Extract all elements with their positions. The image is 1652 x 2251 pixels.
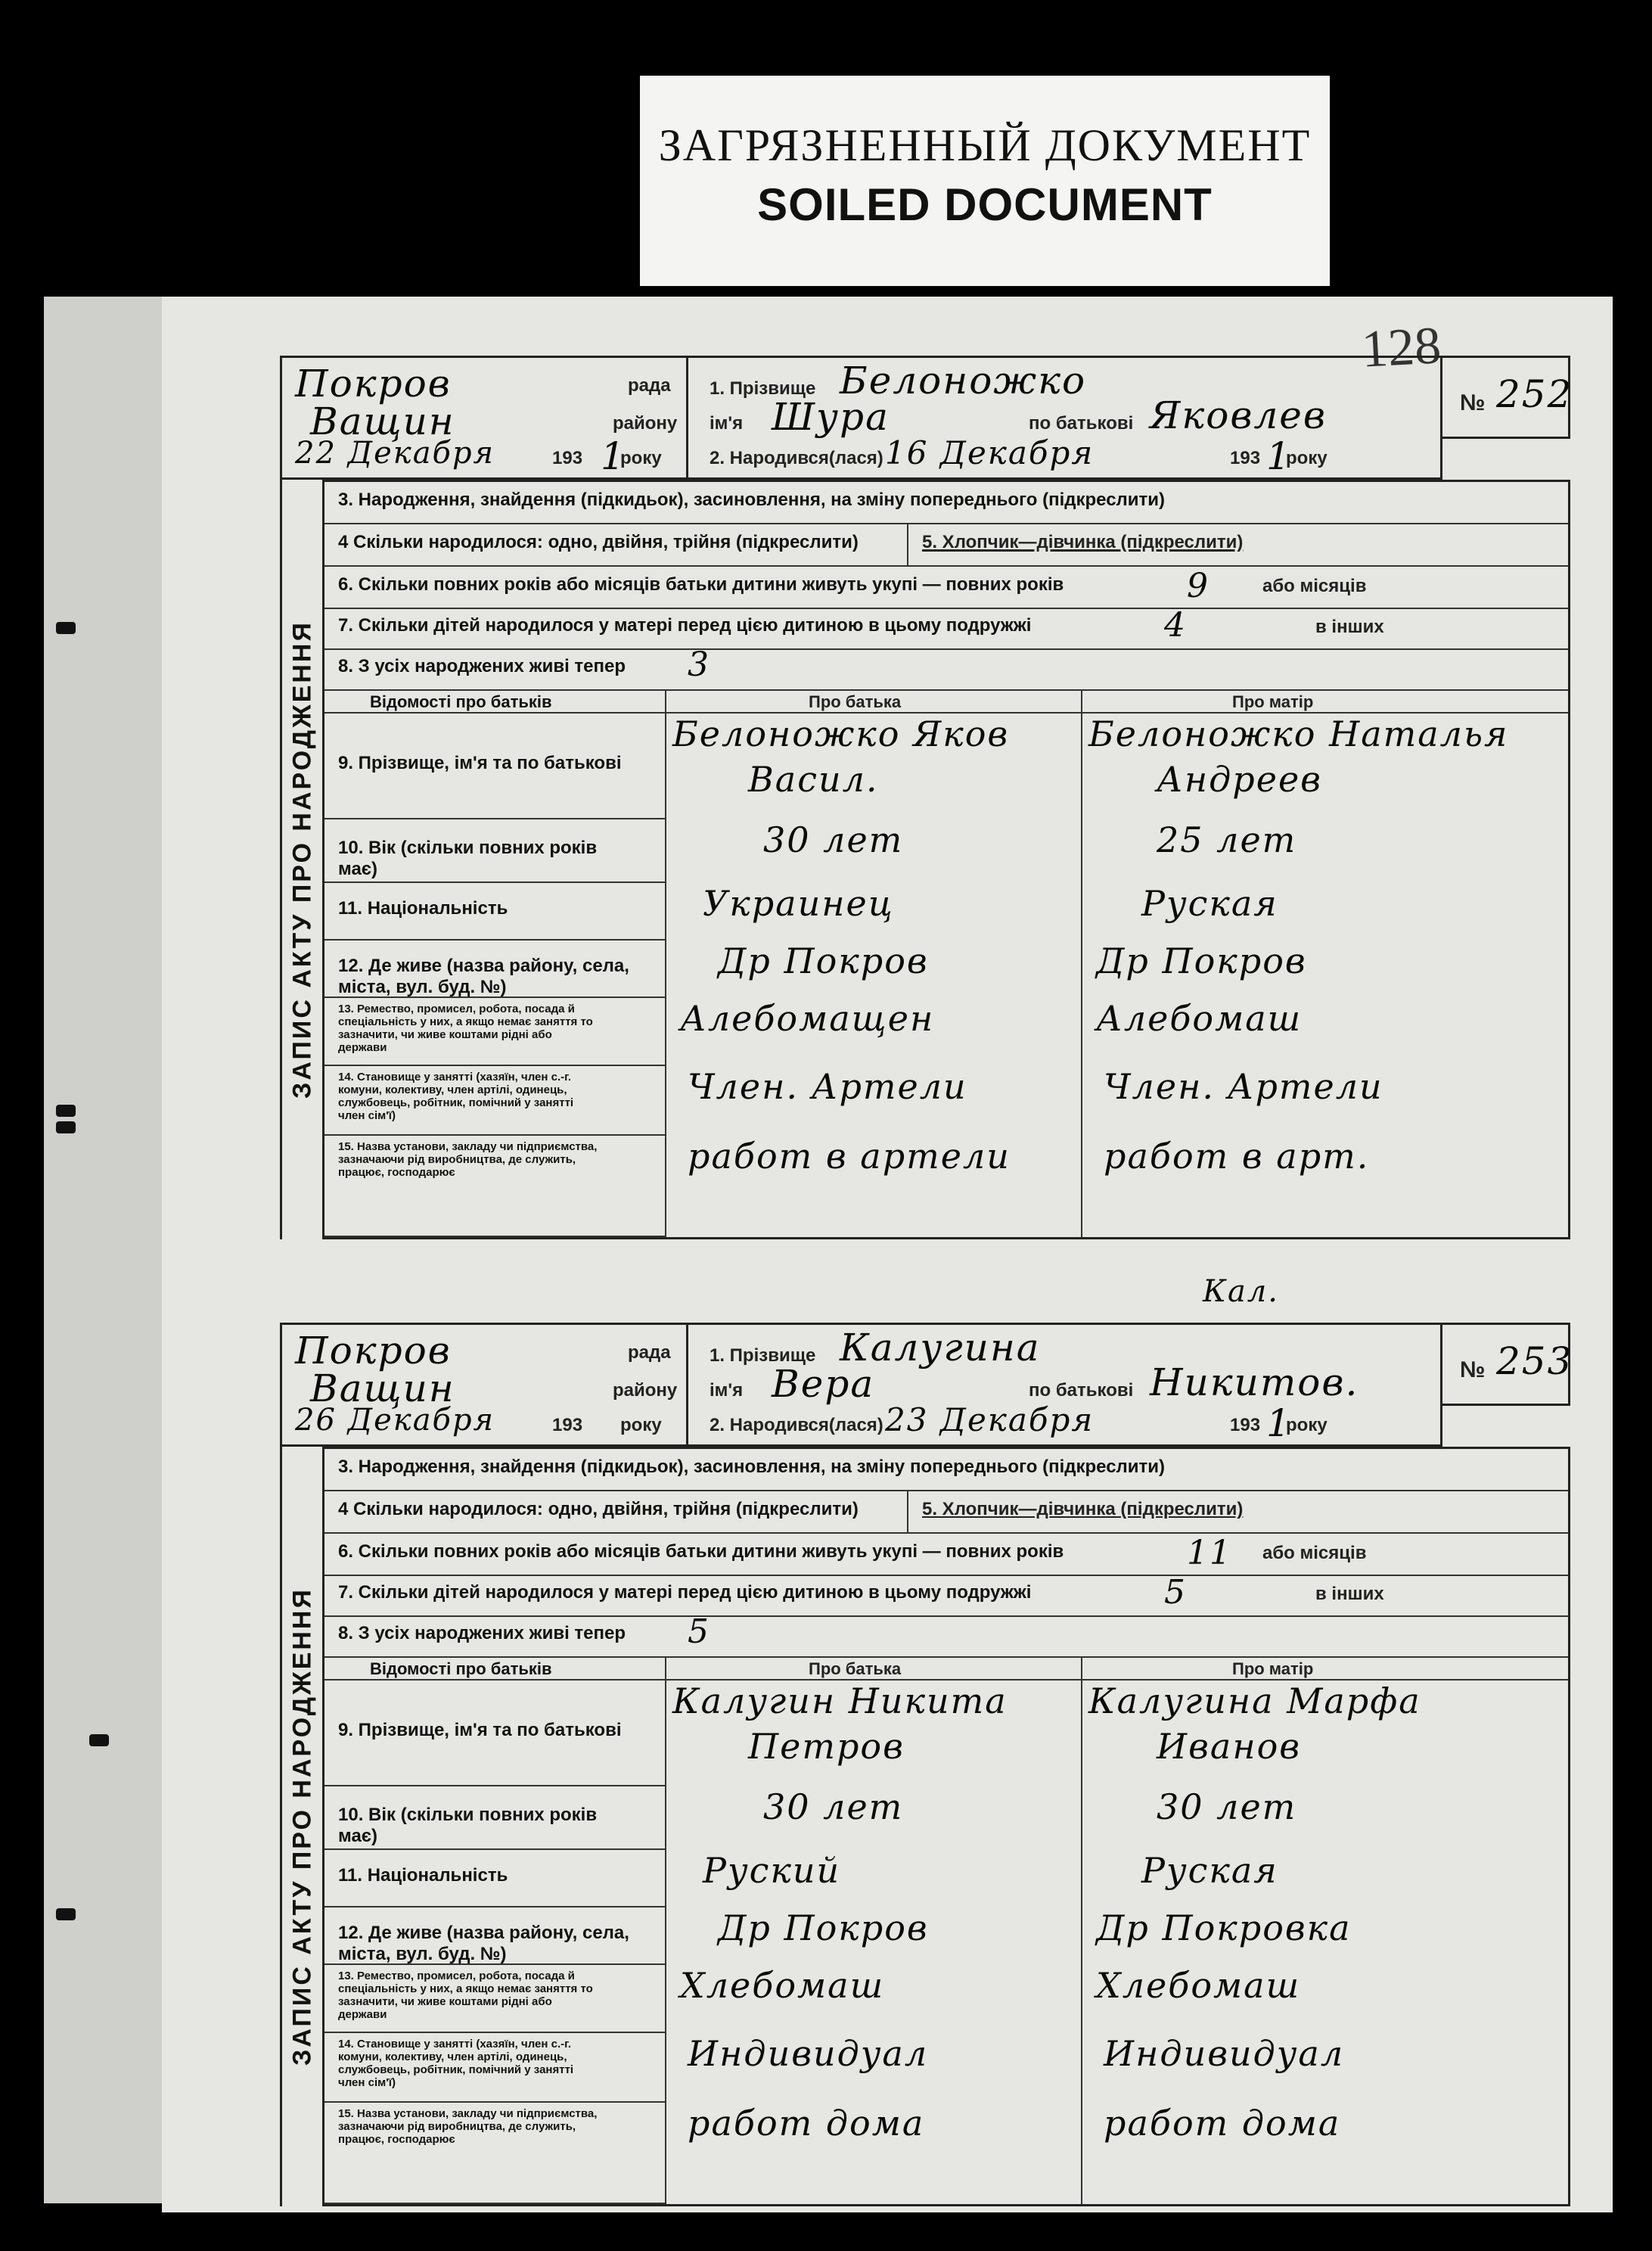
- field-f11-label: 11. Національність: [338, 1865, 508, 1886]
- row-6-label: 6. Скільки повних років або місяців батьки дитини живуть укупі — повних років: [338, 1541, 1064, 1562]
- record-number: 252: [1496, 372, 1573, 416]
- row-3-label: 3. Народження, знайдення (підкидьок), засиновлення, на зміну попереднього (підкреслити): [338, 1457, 1166, 1477]
- col-divider-1: [665, 1656, 666, 2204]
- row-3: [324, 482, 1568, 524]
- rayon-value: Ващин: [310, 400, 455, 443]
- field-f10: [324, 1786, 665, 1850]
- page-number: 128: [1360, 316, 1442, 379]
- binding-hole: [56, 622, 76, 634]
- mother-value-5: Алебомаш: [1096, 998, 1303, 1039]
- born-label: 2. Народився(лася): [710, 448, 883, 468]
- record-side-title: [280, 1447, 322, 2206]
- field-f15: [324, 1136, 665, 1237]
- field-f15: [324, 2103, 665, 2204]
- father-value-2: 30 лет: [763, 1786, 904, 1827]
- born-roku-label: року: [1286, 1415, 1328, 1435]
- father-value-3: Украинец: [703, 883, 894, 924]
- field-f9-label: 9. Прізвище, ім'я та по батькові: [338, 1720, 622, 1740]
- row-5-label: 5. Хлопчик—дівчинка (підкреслити): [922, 1499, 1244, 1519]
- patronymic-label: по батькові: [1029, 413, 1134, 434]
- number-label: №: [1460, 1357, 1486, 1382]
- record-body: [322, 480, 1570, 1239]
- rada-label: рада: [628, 1342, 671, 1363]
- patronymic-value: Яковлев: [1150, 393, 1327, 437]
- name-label: ім'я: [710, 413, 744, 434]
- mother-value-0: Белоножко Наталья: [1088, 714, 1509, 754]
- field-f12-label: 12. Де живе (назва району, села, міста, вул. буд. №): [338, 1923, 629, 1964]
- name-label: ім'я: [710, 1380, 744, 1401]
- born-roku-label: року: [1286, 448, 1328, 468]
- father-value-6: Член. Артели: [688, 1066, 967, 1107]
- row-8: [324, 648, 1568, 691]
- col-divider-2: [1081, 1656, 1082, 2204]
- side-title-text: ЗАПИС АКТУ ПРО НАРОДЖЕННЯ: [287, 620, 316, 1099]
- field-f11: [324, 883, 665, 941]
- field-f13: [324, 998, 665, 1066]
- mother-value-5: Хлебомаш: [1096, 1965, 1301, 2006]
- field-f9: [324, 714, 665, 819]
- soiled-document-stamp: [640, 76, 1330, 286]
- field-f9-label: 9. Прізвище, ім'я та по батькові: [338, 753, 622, 773]
- field-f13-label: 13. Ремество, промисел, робота, посада й спеціальність у них, а якщо немає заняття то зазначити, чи живе коштами рідні або держави: [338, 1003, 593, 1054]
- record-body: [322, 1447, 1570, 2206]
- col-father-head: Про батька: [809, 692, 902, 711]
- field-f13: [324, 1965, 665, 2033]
- row-parents-head-label: Відомості про батьків: [370, 1659, 552, 1678]
- field-f12-label: 12. Де живе (назва району, села, міста, вул. буд. №): [338, 956, 629, 997]
- father-value-5: Хлебомаш: [680, 1965, 885, 2006]
- rada-value: Покров: [295, 1329, 452, 1373]
- born-value: 23 Декабря: [885, 1401, 1095, 1438]
- mother-value-1: Иванов: [1157, 1726, 1302, 1767]
- father-value-4: Др Покров: [718, 1907, 929, 1948]
- field-f12: [324, 1907, 665, 1965]
- mother-value-2: 30 лет: [1157, 1786, 1297, 1827]
- row-6b-label: або місяців: [1262, 576, 1367, 596]
- father-value-7: работ в артели: [688, 1136, 1011, 1177]
- roku-label: року: [620, 1415, 662, 1435]
- father-value-0: Белоножко Яков: [672, 714, 1010, 754]
- year-prefix-label: 193: [552, 1415, 583, 1435]
- field-f12: [324, 941, 665, 998]
- mother-value-4: Др Покров: [1096, 941, 1307, 981]
- record-date-value: 26 Декабря: [295, 1403, 495, 1438]
- name-value: Вера: [772, 1362, 875, 1406]
- row-6: [324, 567, 1568, 609]
- born-year-value: 1: [1266, 1401, 1292, 1445]
- row-3-label: 3. Народження, знайдення (підкидьок), засиновлення, на зміну попереднього (підкреслити): [338, 490, 1166, 510]
- row-4-divider: [907, 1491, 908, 1534]
- field-f14-label: 14. Становище у занятті (хазяїн, член с.-г. комуни, колективу, член артілі, одинець, службовець, робітник, помічний у занятті член сім'ї): [338, 2038, 574, 2089]
- father-value-3: Руский: [703, 1850, 841, 1891]
- row-6-label: 6. Скільки повних років або місяців батьки дитини живуть укупі — повних років: [338, 574, 1064, 595]
- row-4-label: 4 Скільки народилося: одно, двійня, трійня (підкреслити): [338, 1499, 859, 1519]
- binding-hole: [56, 1105, 76, 1117]
- row-6b-label: або місяців: [1262, 1543, 1367, 1563]
- row-7-label: 7. Скільки дітей народилося у матері перед цією дитиною в цьому подружжі: [338, 1582, 1032, 1603]
- row-8-label: 8. З усіх народжених живі тепер: [338, 656, 626, 676]
- row-parents-head: [324, 1656, 1568, 1680]
- father-value-1: Петров: [748, 1726, 905, 1767]
- born-year-value: 1: [1266, 434, 1292, 478]
- field-f15-label: 15. Назва установи, закладу чи підприємства, зазначаючи рід виробництва, де служить, працює, господарює: [338, 2107, 598, 2146]
- field-f10-label: 10. Вік (скільки повних років має): [338, 838, 598, 879]
- roku-label: року: [620, 448, 662, 468]
- record-date-value: 22 Декабря: [295, 436, 495, 471]
- field-f9: [324, 1680, 665, 1786]
- mother-value-4: Др Покровка: [1096, 1907, 1352, 1948]
- row-8: [324, 1615, 1568, 1658]
- col-father-head: Про батька: [809, 1659, 902, 1678]
- side-title-text: ЗАПИС АКТУ ПРО НАРОДЖЕННЯ: [287, 1587, 316, 2066]
- born-year-label: 193: [1230, 448, 1261, 468]
- row-8-label: 8. З усіх народжених живі тепер: [338, 1623, 626, 1643]
- row-7b-label: в інших: [1315, 1584, 1384, 1604]
- patronymic-value: Никитов.: [1150, 1360, 1359, 1404]
- surname-value: Белоножко: [840, 359, 1087, 403]
- born-value: 16 Декабря: [885, 434, 1095, 471]
- field-f15-label: 15. Назва установи, закладу чи підприємства, зазначаючи рід виробництва, де служить, працює, господарює: [338, 1140, 598, 1179]
- stamp-text-ru: ЗАГРЯЗНЕННЫЙ ДОКУМЕНТ: [658, 120, 1312, 170]
- father-value-7: работ дома: [688, 2103, 925, 2144]
- surname-value: Калугина: [840, 1326, 1041, 1370]
- mother-value-3: Руская: [1141, 1850, 1278, 1891]
- father-value-0: Калугин Никита: [672, 1680, 1008, 1721]
- surname-label: 1. Прізвище: [710, 1345, 816, 1366]
- col-divider-2: [1081, 689, 1082, 1237]
- col-mother-head: Про матір: [1232, 1659, 1314, 1678]
- field-f14: [324, 1066, 665, 1136]
- mother-value-6: Член. Артели: [1104, 1066, 1383, 1107]
- father-value-2: 30 лет: [763, 819, 904, 860]
- mother-value-6: Индивидуал: [1104, 2033, 1345, 2074]
- name-value: Шура: [772, 395, 890, 439]
- record-side-title: [280, 480, 322, 1239]
- father-value-4: Др Покров: [718, 941, 929, 981]
- binding-strip: [44, 297, 165, 2203]
- record-header: [280, 1274, 1573, 1447]
- rayon-value: Ващин: [310, 1366, 455, 1410]
- surname-label: 1. Прізвище: [710, 378, 816, 399]
- number-label: №: [1460, 390, 1486, 415]
- father-value-1: Васил.: [748, 759, 879, 800]
- binding-hole: [56, 1121, 76, 1133]
- rada-label: рада: [628, 375, 671, 396]
- row-parents-head-label: Відомості про батьків: [370, 692, 552, 711]
- row-5-label: 5. Хлопчик—дівчинка (підкреслити): [922, 532, 1244, 552]
- year-value: 1: [601, 434, 626, 478]
- record-header: [280, 356, 1573, 480]
- row-6: [324, 1534, 1568, 1576]
- rayon-label: району: [613, 1380, 678, 1401]
- row-4-label: 4 Скільки народилося: одно, двійня, трійня (підкреслити): [338, 532, 859, 552]
- row-3: [324, 1449, 1568, 1491]
- col-divider-1: [665, 689, 666, 1237]
- father-value-6: Индивидуал: [688, 2033, 929, 2074]
- patronymic-label: по батькові: [1029, 1380, 1134, 1401]
- children-before-value: 4: [1164, 606, 1187, 645]
- father-value-5: Алебомащен: [680, 998, 935, 1039]
- year-prefix-label: 193: [552, 448, 583, 468]
- stamp-text-en: SOILED DOCUMENT: [757, 179, 1213, 230]
- children-before-value: 5: [1164, 1573, 1187, 1612]
- record-number: 253: [1496, 1339, 1573, 1383]
- mother-value-7: работ дома: [1104, 2103, 1341, 2144]
- alive-value: 3: [688, 645, 710, 684]
- alive-value: 5: [688, 1612, 710, 1651]
- born-label: 2. Народився(лася): [710, 1415, 883, 1435]
- years-together-value: 9: [1187, 567, 1210, 605]
- binding-hole: [56, 1908, 76, 1920]
- born-year-label: 193: [1230, 1415, 1261, 1435]
- field-f11: [324, 1850, 665, 1907]
- binding-hole: [89, 1734, 109, 1746]
- mother-value-0: Калугина Марфа: [1088, 1680, 1421, 1721]
- rada-value: Покров: [295, 362, 452, 406]
- mother-value-2: 25 лет: [1157, 819, 1297, 860]
- mother-value-3: Руская: [1141, 883, 1278, 924]
- row-7b-label: в інших: [1315, 617, 1384, 637]
- row-7-label: 7. Скільки дітей народилося у матері перед цією дитиною в цьому подружжі: [338, 615, 1032, 636]
- rayon-label: району: [613, 413, 678, 434]
- field-f10: [324, 819, 665, 883]
- field-f10-label: 10. Вік (скільки повних років має): [338, 1805, 598, 1846]
- row-parents-head: [324, 689, 1568, 714]
- field-f14-label: 14. Становище у занятті (хазяїн, член с.-г. комуни, колективу, член артілі, одинець, службовець, робітник, помічний у занятті член сім'ї): [338, 1071, 574, 1122]
- field-f13-label: 13. Ремество, промисел, робота, посада й спеціальність у них, а якщо немає заняття то зазначити, чи живе коштами рідні або держави: [338, 1970, 593, 2021]
- mother-value-7: работ в арт.: [1104, 1136, 1370, 1177]
- years-together-value: 11: [1187, 1534, 1232, 1572]
- surname-note: Кал.: [1203, 1274, 1279, 1309]
- col-mother-head: Про матір: [1232, 692, 1314, 711]
- field-f14: [324, 2033, 665, 2103]
- mother-value-1: Андреев: [1157, 759, 1322, 800]
- field-f11-label: 11. Національність: [338, 898, 508, 919]
- row-4-divider: [907, 524, 908, 567]
